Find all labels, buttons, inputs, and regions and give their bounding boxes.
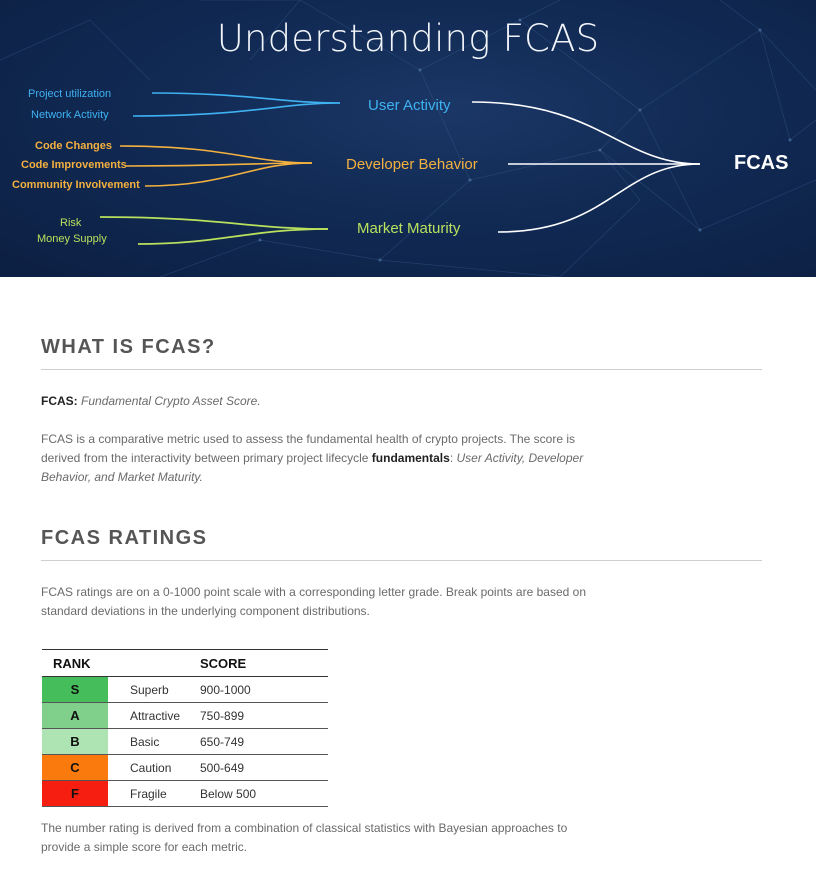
connector-user-activity (472, 102, 700, 164)
pillar-market-maturity: Market Maturity (357, 220, 461, 237)
table-header-row (42, 650, 328, 677)
section-divider (41, 560, 762, 561)
connector-market-maturity (498, 164, 700, 232)
table-row (42, 755, 328, 781)
table-row (42, 781, 328, 807)
input-label-community-involvement: Community Involvement (12, 179, 140, 191)
ratings-intro: FCAS ratings are on a 0-1000 point scale with a corresponding letter grade. Break points are based on standard deviations in the underlying component distributions. (41, 585, 586, 618)
input-label-code-changes: Code Changes (35, 140, 113, 152)
connector-network-activity (133, 103, 340, 116)
ratings-heading: FCAS RATINGS (41, 527, 208, 549)
input-label-code-improvements: Code Improvements (21, 159, 127, 171)
fcas-banner (0, 0, 816, 277)
input-label-project-utilization: Project utilization (28, 88, 112, 100)
description-text: FCAS is a comparative metric used to assess the fundamental health of crypto projects. The score is derived from the interactivity between primary project lifecycle (41, 432, 576, 465)
grade-score: 900-1000 (200, 677, 328, 703)
grade-name: Fragile (108, 781, 200, 807)
input-label-network-activity: Network Activity (31, 109, 109, 121)
table-row (42, 703, 328, 729)
description-italic: User Activity, Developer Behavior, and Market Maturity. (41, 451, 584, 484)
grade-cell: F (42, 781, 108, 807)
grade-cell: B (42, 729, 108, 755)
fcas-description (41, 430, 601, 487)
grade-score: 650-749 (200, 729, 328, 755)
grade-cell: C (42, 755, 108, 781)
banner-title: Understanding FCAS (216, 17, 600, 60)
description-bold: fundamentals (371, 451, 450, 465)
grade-name: Attractive (108, 703, 200, 729)
grade-score: Below 500 (200, 781, 328, 807)
grade-name: Caution (108, 755, 200, 781)
table-row (42, 729, 328, 755)
grade-name: Basic (108, 729, 200, 755)
connector-money-supply (138, 229, 328, 244)
column-header-rank: RANK (42, 650, 200, 677)
grade-name: Superb (108, 677, 200, 703)
definition-text: Fundamental Crypto Asset Score. (81, 394, 261, 408)
ratings-footer: The number rating is derived from a combination of classical statistics with Bayesian approaches to provide a simple score for each metric. (41, 821, 568, 854)
grade-cell: A (42, 703, 108, 729)
input-label-money-supply: Money Supply (37, 233, 107, 245)
connector-code-changes (120, 146, 312, 163)
connector-project-utilization (152, 93, 340, 103)
section-divider (41, 369, 762, 370)
column-header-score: SCORE (200, 650, 328, 677)
what-is-heading: WHAT IS FCAS? (41, 336, 216, 358)
connector-risk (100, 217, 328, 229)
grade-score: 750-899 (200, 703, 328, 729)
description-colon: : (449, 451, 457, 465)
output-fcas: FCAS (734, 152, 789, 174)
pillar-user-activity: User Activity (368, 97, 451, 114)
grade-cell: S (42, 677, 108, 703)
pillar-developer-behavior: Developer Behavior (346, 156, 478, 173)
grade-score: 500-649 (200, 755, 328, 781)
definition-term: FCAS: (41, 394, 78, 408)
ratings-table (42, 649, 328, 807)
table-row (42, 677, 328, 703)
input-label-risk: Risk (60, 217, 82, 229)
fcas-definition (41, 392, 601, 411)
